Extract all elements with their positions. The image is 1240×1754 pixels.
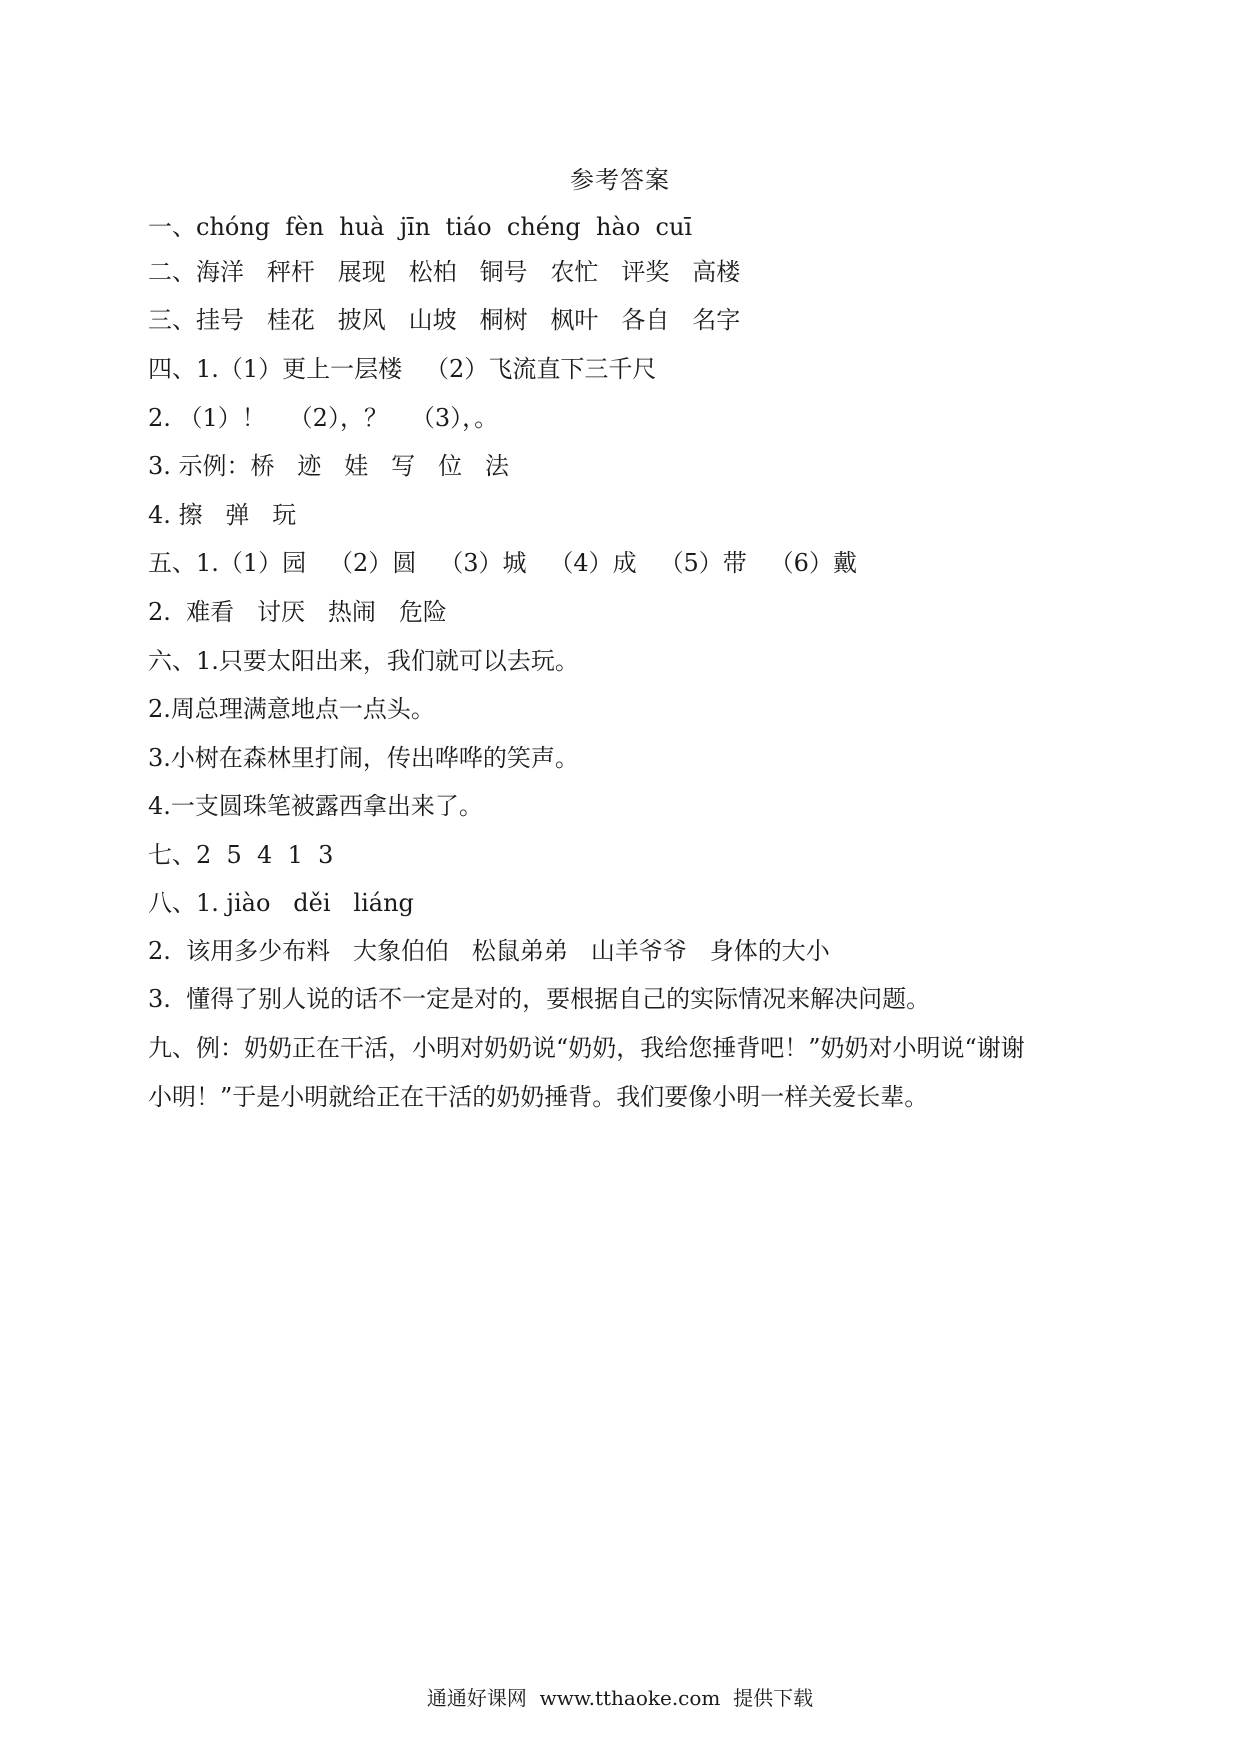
- answer-line-12: 3.小树在森林里打闹，传出哗哗的笑声。: [148, 744, 579, 772]
- answer-line-8: 五、1.（1）园 （2）圆 （3）城 （4）成 （5）带 （6）戴: [148, 549, 857, 577]
- answer-line-5: 2. （1）！ （2），？ （3），。: [148, 404, 499, 432]
- answer-line-18: 九、例：奶奶正在干活，小明对奶奶说“奶奶，我给您捶背吧！”奶奶对小明说“谢谢: [148, 1034, 1025, 1062]
- answer-line-6: 3. 示例：桥 迹 娃 写 位 法: [148, 452, 509, 480]
- answer-line-10: 六、1.只要太阳出来，我们就可以去玩。: [148, 647, 579, 675]
- answer-line-4: 四、1.（1）更上一层楼 （2）飞流直下三千尺: [148, 355, 657, 383]
- answer-line-19: 小明！”于是小明就给正在干活的奶奶捶背。我们要像小明一样关爱长辈。: [148, 1083, 929, 1111]
- answer-line-11: 2.周总理满意地点一点头。: [148, 695, 435, 723]
- answer-line-15: 八、1. jiào děi liáng: [148, 889, 414, 917]
- page-title: 参考答案: [570, 166, 670, 194]
- answer-line-7: 4. 擦 弹 玩: [148, 501, 297, 529]
- answer-line-9: 2. 难看 讨厌 热闹 危险: [148, 598, 447, 626]
- answer-line-3: 三、挂号 桂花 披风 山坡 桐树 枫叶 各自 名字: [148, 306, 741, 334]
- footer-source: 通通好课网 www.tthaoke.com 提供下载: [426, 1686, 814, 1710]
- answer-line-2: 二、海洋 秤杆 展现 松柏 铜号 农忙 评奖 高楼: [148, 258, 741, 286]
- answer-line-17: 3. 懂得了别人说的话不一定是对的，要根据自己的实际情况来解决问题。: [148, 985, 931, 1013]
- answer-line-1: 一、chóng fèn huà jīn tiáo chéng hào cuī: [148, 213, 693, 241]
- answer-line-16: 2. 该用多少布料 大象伯伯 松鼠弟弟 山羊爷爷 身体的大小: [148, 937, 830, 965]
- answer-line-14: 七、2 5 4 1 3: [148, 841, 334, 869]
- answer-line-13: 4.一支圆珠笔被露西拿出来了。: [148, 792, 483, 820]
